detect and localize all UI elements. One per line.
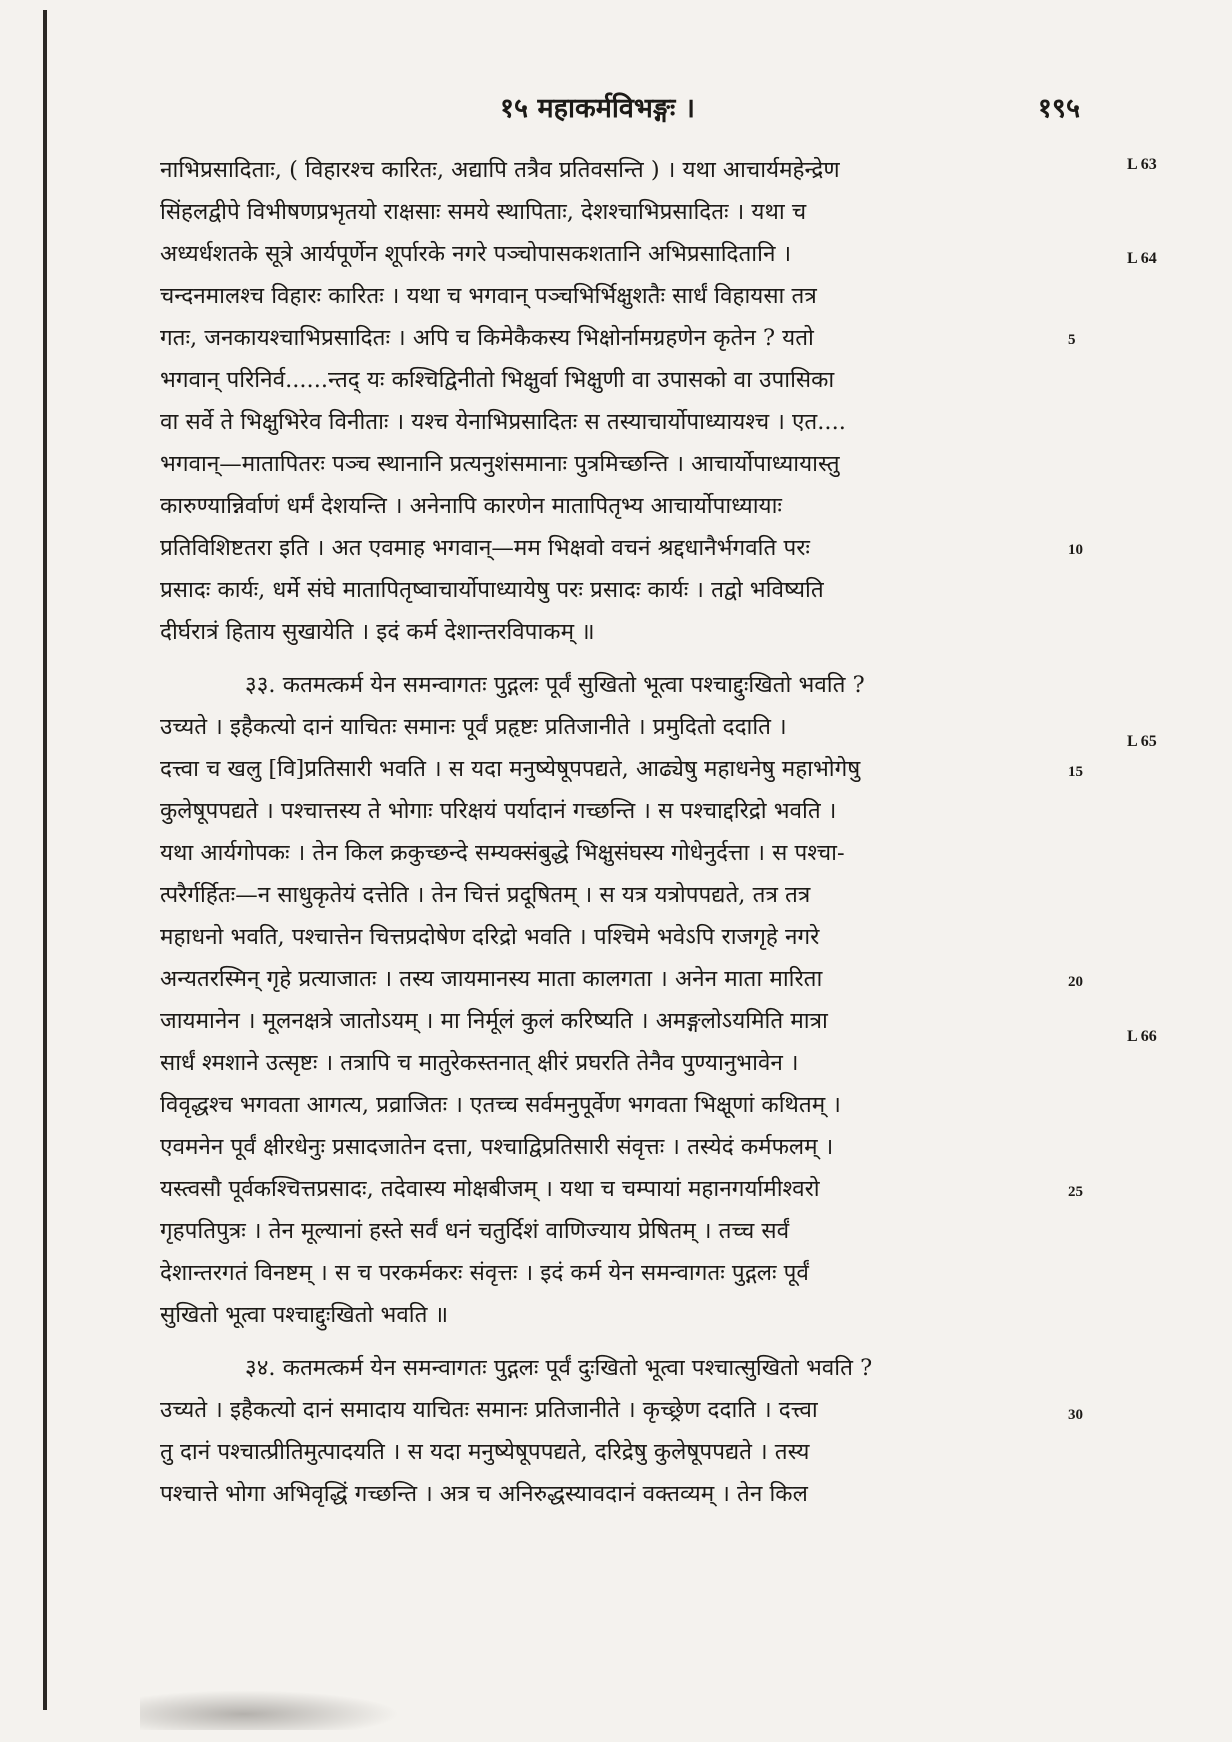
- text-line: जायमानेन । मूलनक्षत्रे जातोऽयम् । मा निर्मूलं कुलं करिष्यति । अमङ्गलोऽयमिति मात्रा: [160, 1008, 828, 1034]
- text-line: दीर्घरात्रं हिताय सुखायेति । इदं कर्म देशान्तरविपाकम् ॥: [160, 619, 595, 645]
- text-line: चन्दनमालश्च विहारः कारितः । यथा च भगवान् पञ्चभिर्भिक्षुशतैः सार्धं विहायसा तत्र: [160, 283, 817, 309]
- text-line: कारुण्यान्निर्वाणं धर्मं देशयन्ति । अनेनापि कारणेन मातापितृभ्य आचार्योपाध्यायाः: [160, 493, 782, 519]
- margin-reference: L 64: [1127, 250, 1157, 267]
- text-line: उच्यते । इहैकत्यो दानं समादाय याचितः समानः प्रतिजानीते । कृच्छ्रेण ददाति । दत्त्वा: [160, 1397, 818, 1423]
- text-line: नाभिप्रसादिताः, ( विहारश्च कारितः, अद्यापि तत्रैव प्रतिवसन्ति ) । यथा आचार्यमहेन्द्रेण: [160, 157, 840, 183]
- text-line: सुखितो भूत्वा पश्चाद्दुःखितो भवति ॥: [160, 1302, 449, 1328]
- line-number: 30: [1068, 1407, 1083, 1423]
- margin-reference: L 66: [1127, 1028, 1157, 1045]
- line-number: 15: [1068, 764, 1083, 780]
- text-line: गतः, जनकायश्चाभिप्रसादितः । अपि च किमेकैकस्य भिक्षोर्नामग्रहणेन कृतेन ? यतो: [160, 325, 814, 351]
- scan-smudge: [140, 1690, 400, 1730]
- text-line: भगवान् परिनिर्व......न्तद् यः कश्चिद्विनीतो भिक्षुर्वा भिक्षुणी वा उपासको वा उपासिका: [160, 367, 835, 393]
- section-heading-33: ३३. कतमत्कर्म येन समन्वागतः पुद्गलः पूर्वं सुखितो भूत्वा पश्चाद्दुःखितो भवति ?: [245, 672, 865, 698]
- text-line: वा सर्वे ते भिक्षुभिरेव विनीताः । यश्च येनाभिप्रसादितः स तस्याचार्योपाध्यायश्च । एत....: [160, 409, 846, 435]
- line-number: 25: [1068, 1184, 1083, 1200]
- text-line: तु दानं पश्चात्प्रीतिमुत्पादयति । स यदा मनुष्येषूपपद्यते, दरिद्रेषु कुलेषूपपद्यते । तस्य: [160, 1439, 810, 1465]
- text-line: यथा आर्यगोपकः । तेन किल क्रकुच्छन्दे सम्यक्संबुद्धे भिक्षुसंघस्य गोधेनुर्दत्ता । स पश्चा-: [160, 840, 845, 866]
- text-line: कुलेषूपपद्यते । पश्चात्तस्य ते भोगाः परिक्षयं पर्यादानं गच्छन्ति । स पश्चाद्दरिद्रो भवति ।: [160, 798, 837, 824]
- text-line: विवृद्धश्च भगवता आगत्य, प्रव्राजितः । एतच्च सर्वमनुपूर्वेण भगवता भिक्षूणां कथितम् ।: [160, 1092, 841, 1118]
- binding-edge-line: [43, 10, 47, 1710]
- text-line: पश्चात्ते भोगा अभिवृद्धिं गच्छन्ति । अत्र च अनिरुद्धस्यावदानं वक्तव्यम् । तेन किल: [160, 1481, 808, 1507]
- text-line: सार्धं श्मशाने उत्सृष्टः । तत्रापि च मातुरेकस्तनात् क्षीरं प्रघरति तेनैव पुण्यानुभावेन ।: [160, 1050, 799, 1076]
- margin-reference: L 63: [1127, 156, 1157, 173]
- text-line: यस्त्वसौ पूर्वकश्चित्तप्रसादः, तदेवास्य मोक्षबीजम् । यथा च चम्पायां महानगर्यामीश्वरो: [160, 1176, 820, 1202]
- text-line: सिंहलद्वीपे विभीषणप्रभृतयो राक्षसाः समये स्थापिताः, देशश्चाभिप्रसादितः । यथा च: [160, 199, 807, 225]
- text-line: त्परैर्गर्हितः—न साधुकृतेयं दत्तेति । तेन चित्तं प्रदूषितम् । स यत्र यत्रोपपद्यते, तत्र तत्र: [160, 882, 811, 908]
- line-number: 5: [1068, 332, 1076, 348]
- text-line: उच्यते । इहैकत्यो दानं याचितः समानः पूर्वं प्रहृष्टः प्रतिजानीते । प्रमुदितो ददाति ।: [160, 714, 787, 740]
- text-line: अध्यर्धशतके सूत्रे आर्यपूर्णेन शूर्पारके नगरे पञ्चोपासकशतानि अभिप्रसादितानि ।: [160, 241, 792, 267]
- text-line: एवमनेन पूर्वं क्षीरधेनुः प्रसादजातेन दत्ता, पश्चाद्विप्रतिसारी संवृत्तः । तस्येदं कर्मफलम् ।: [160, 1134, 834, 1160]
- text-line: अन्यतरस्मिन् गृहे प्रत्याजातः । तस्य जायमानस्य माता कालगता । अनेन माता मारिता: [160, 966, 823, 992]
- text-line: देशान्तरगतं विनष्टम् । स च परकर्मकरः संवृत्तः । इदं कर्म येन समन्वागतः पुद्गलः पूर्वं: [160, 1260, 809, 1286]
- section-heading-34: ३४. कतमत्कर्म येन समन्वागतः पुद्गलः पूर्वं दुःखितो भूत्वा पश्चात्सुखितो भवति ?: [245, 1355, 873, 1381]
- text-line: प्रतिविशिष्टतरा इति । अत एवमाह भगवान्—मम भिक्षवो वचनं श्रद्दधानैर्भगवति परः: [160, 535, 810, 561]
- running-title: १५ महाकर्मविभङ्गः ।: [500, 93, 696, 124]
- page-header: [160, 88, 1080, 128]
- line-number: 10: [1068, 542, 1083, 558]
- text-line: महाधनो भवति, पश्चात्तेन चित्तप्रदोषेण दरिद्रो भवति । पश्चिमे भवेऽपि राजगृहे नगरे: [160, 924, 820, 950]
- text-line: गृहपतिपुत्रः । तेन मूल्यानां हस्ते सर्वं धनं चतुर्दिशं वाणिज्याय प्रेषितम् । तच्च सर्वं: [160, 1218, 790, 1244]
- page-number: १९५: [1037, 93, 1080, 124]
- text-line: भगवान्—मातापितरः पञ्च स्थानानि प्रत्यनुशंसमानाः पुत्रमिच्छन्ति । आचार्योपाध्यायास्तु: [160, 451, 840, 477]
- text-line: दत्त्वा च खलु [वि]प्रतिसारी भवति । स यदा मनुष्येषूपपद्यते, आढ्येषु महाधनेषु महाभोगेषु: [160, 756, 861, 782]
- line-number: 20: [1068, 974, 1083, 990]
- text-line: प्रसादः कार्यः, धर्मे संघे मातापितृष्वाचार्योपाध्यायेषु परः प्रसादः कार्यः । तद्वो भविष्यति: [160, 577, 824, 603]
- margin-reference: L 65: [1127, 733, 1157, 750]
